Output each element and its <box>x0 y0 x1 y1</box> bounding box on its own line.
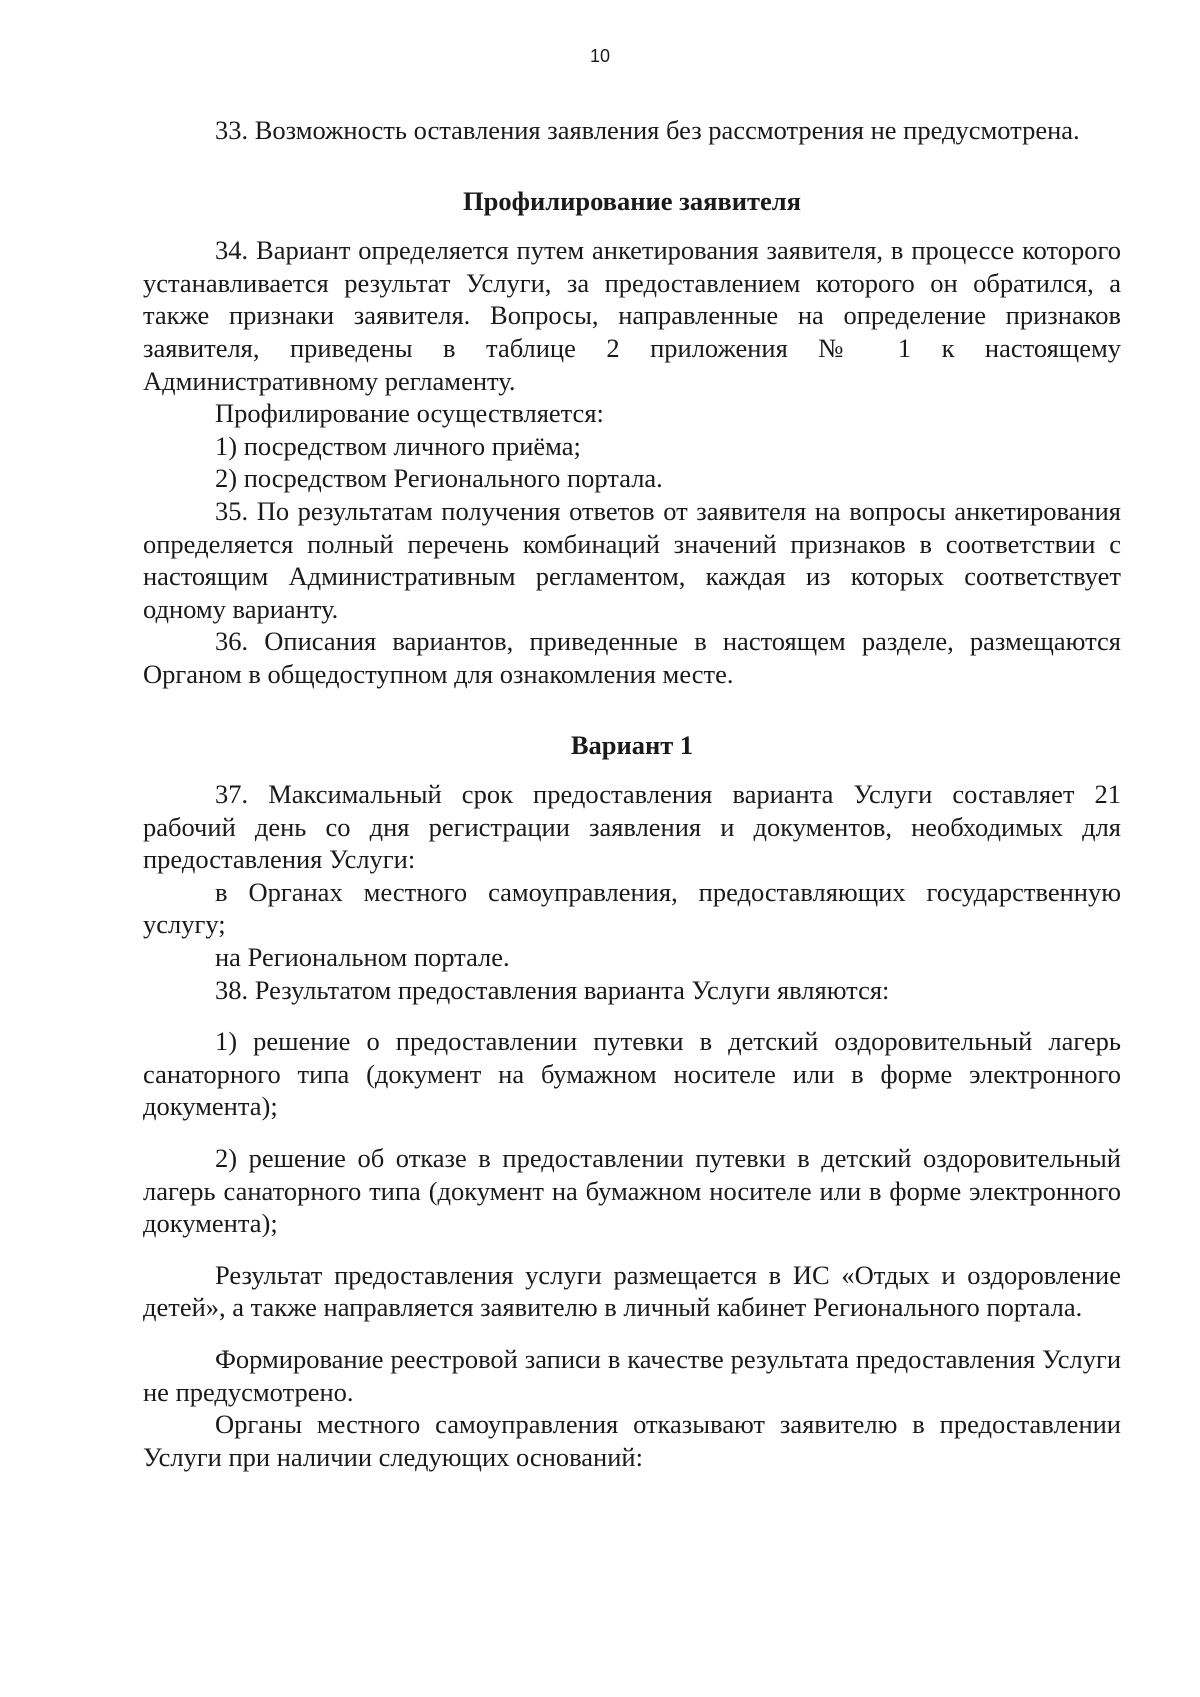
paragraph-35: 35. По результатам получения ответов от заявителя на вопросы анкетирования определяется полный перечень комбинаций значений признаков в соответствии с настоящим Административным регламентом, каждая из которых соответствует одному варианту. <box>143 495 1121 624</box>
paragraph-38-result: Результат предоставления услуги размещается в ИС «Отдых и оздоровление детей», а также направляется заявителю в личный кабинет Регионального портала. <box>143 1259 1121 1323</box>
paragraph-36: 36. Описания вариантов, приведенные в настоящем разделе, размещаются Органом в общедоступном для ознакомления месте. <box>143 626 1121 689</box>
section-heading-profiling: Профилирование заявителя <box>463 185 801 216</box>
document-body <box>143 114 1121 1473</box>
paragraph-34-profiling: Профилирование осуществляется: <box>215 398 604 429</box>
page-number: 10 <box>589 46 611 66</box>
paragraph-34-item-1: 1) посредством личного приёма; <box>215 430 581 461</box>
section-heading-variant-1: Вариант 1 <box>570 729 694 760</box>
paragraph-38-item-1: 1) решение о предоставлении путевки в детский оздоровительный лагерь санаторного типа (документ на бумажном носителе или в форме электронного документа); <box>143 1026 1121 1122</box>
paragraph-38-refusal: Органы местного самоуправления отказывают заявителю в предоставлении Услуги при наличии следующих оснований: <box>143 1409 1121 1472</box>
paragraph-38-item-2: 2) решение об отказе в предоставлении путевки в детский оздоровительный лагерь санаторного типа (документ на бумажном носителе или в форме электронного документа); <box>143 1143 1121 1239</box>
paragraph-38-registry: Формирование реестровой записи в качестве результата предоставления Услуги не предусмотрено. <box>143 1344 1121 1407</box>
paragraph-37-item-2: на Региональном портале. <box>215 942 510 973</box>
paragraph-37: 37. Максимальный срок предоставления варианта Услуги составляет 21 рабочий день со дня регистрации заявления и документов, необходимых для предоставления Услуги: <box>143 779 1121 875</box>
paragraph-33: 33. Возможность оставления заявления без рассмотрения не предусмотрена. <box>215 115 1080 145</box>
paragraph-37-item-1: в Органах местного самоуправления, предоставляющих государственную услугу; <box>143 876 1121 940</box>
paragraph-34-item-2: 2) посредством Регионального портала. <box>215 463 663 494</box>
paragraph-34: 34. Вариант определяется путем анкетирования заявителя, в процессе которого устанавливается результат Услуги, за предоставлением которого он обратился, а также признаки заявителя. Вопросы, направленные на определение признаков заявителя, приведены в таблице 2 приложения № 1 к настоящему Административному регламенту. <box>143 235 1121 396</box>
paragraph-38: 38. Результатом предоставления варианта Услуги являются: <box>215 974 890 1005</box>
